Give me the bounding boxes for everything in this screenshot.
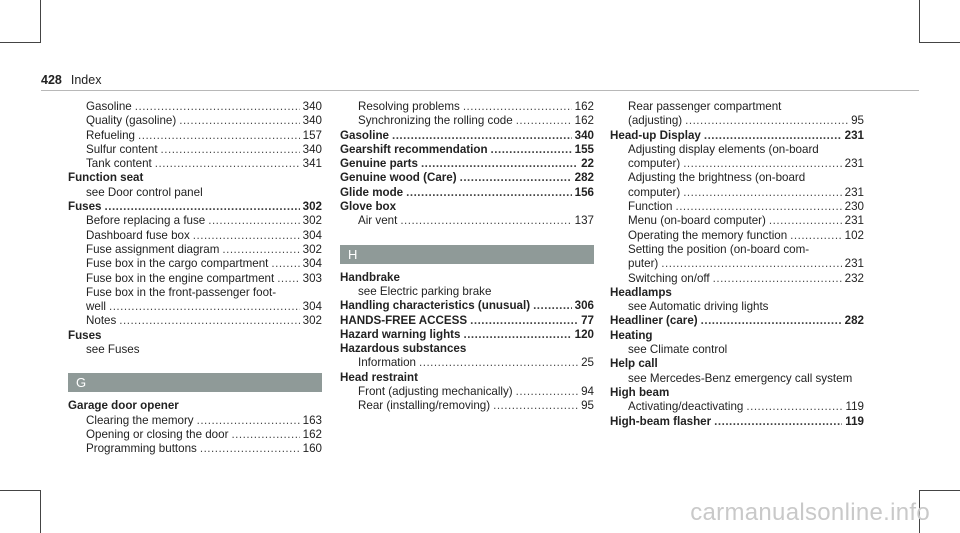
entry-text: see Mercedes-Benz emergency call system bbox=[628, 371, 853, 385]
page-reference: 282 bbox=[574, 171, 594, 185]
entry-text: Operating the memory function bbox=[628, 228, 788, 242]
index-entry bbox=[340, 271, 594, 285]
entry-text: Rear passenger compartment bbox=[628, 100, 782, 113]
page-reference: 157 bbox=[302, 128, 322, 142]
index-subentry bbox=[68, 214, 322, 228]
page-reference: 341 bbox=[302, 157, 322, 171]
leader-dots bbox=[109, 300, 300, 314]
page-reference: 340 bbox=[302, 142, 322, 156]
entry-text: Headlamps bbox=[610, 285, 672, 299]
page-header bbox=[41, 73, 101, 87]
index-entry bbox=[68, 200, 322, 214]
index-subentry bbox=[340, 285, 594, 299]
index-subentry bbox=[340, 399, 594, 413]
index-entry bbox=[68, 171, 322, 185]
leader-dots bbox=[155, 157, 300, 171]
index-subentry bbox=[68, 229, 322, 243]
entry-text: Head restraint bbox=[340, 370, 418, 384]
entry-text: Genuine parts bbox=[340, 157, 418, 171]
index-subentry bbox=[610, 200, 864, 214]
crop-mark bbox=[919, 490, 960, 491]
leader-dots bbox=[400, 214, 571, 228]
entry-text: Genuine wood (Care) bbox=[340, 171, 457, 185]
leader-dots bbox=[197, 414, 300, 428]
section-letter-header: G bbox=[68, 373, 322, 392]
leader-dots bbox=[119, 314, 299, 328]
entry-text: Rear (installing/removing) bbox=[358, 399, 491, 413]
page-reference: 304 bbox=[302, 300, 322, 314]
page-reference: 162 bbox=[302, 427, 322, 441]
leader-dots bbox=[463, 100, 572, 114]
entry-text: Before replacing a fuse bbox=[86, 214, 206, 228]
page-reference: 304 bbox=[302, 257, 322, 271]
page-reference: 304 bbox=[302, 228, 322, 242]
page-reference: 340 bbox=[574, 128, 594, 142]
page-reference: 302 bbox=[302, 314, 322, 328]
leader-dots bbox=[683, 186, 841, 200]
index-subentry bbox=[610, 343, 864, 357]
index-column-3 bbox=[610, 100, 864, 429]
entry-text: Function bbox=[628, 200, 673, 214]
page-reference: 120 bbox=[574, 327, 594, 341]
leader-dots bbox=[161, 143, 300, 157]
page-reference: 94 bbox=[581, 385, 594, 399]
entry-text: see Automatic driving lights bbox=[628, 300, 769, 314]
index-subentry bbox=[68, 286, 322, 300]
leader-dots bbox=[685, 114, 848, 128]
leader-dots bbox=[790, 229, 841, 243]
entry-text: High-beam flasher bbox=[610, 414, 712, 428]
leader-dots bbox=[200, 442, 300, 456]
leader-dots bbox=[493, 399, 578, 413]
leader-dots bbox=[516, 114, 572, 128]
page-reference: 95 bbox=[851, 114, 864, 128]
page-reference: 162 bbox=[574, 100, 594, 113]
entry-text: Quality (gasoline) bbox=[86, 114, 177, 128]
index-subentry bbox=[610, 186, 864, 200]
index-subentry bbox=[68, 343, 322, 357]
leader-dots bbox=[231, 428, 299, 442]
page-reference: 163 bbox=[302, 413, 322, 427]
page-reference: 231 bbox=[844, 157, 864, 171]
page-reference: 22 bbox=[581, 157, 594, 171]
leader-dots bbox=[222, 243, 299, 257]
leader-dots bbox=[701, 314, 842, 328]
leader-dots bbox=[105, 200, 300, 214]
entry-text: Air vent bbox=[358, 214, 398, 228]
page-reference: 160 bbox=[302, 442, 322, 456]
entry-text: Hazardous substances bbox=[340, 342, 467, 356]
leader-dots bbox=[704, 129, 842, 143]
entry-text: Gasoline bbox=[86, 100, 132, 113]
page-reference: 231 bbox=[844, 214, 864, 228]
index-subentry bbox=[610, 272, 864, 286]
entry-text: Activating/deactivating bbox=[628, 400, 744, 414]
leader-dots bbox=[392, 129, 572, 143]
index-column-2 bbox=[340, 100, 594, 414]
index-entry bbox=[340, 314, 594, 328]
entry-text: Resolving problems bbox=[358, 100, 460, 113]
leader-dots bbox=[135, 100, 300, 114]
index-subentry bbox=[68, 428, 322, 442]
entry-text: Glove box bbox=[340, 200, 397, 214]
index-entry bbox=[610, 314, 864, 328]
index-entry bbox=[610, 415, 864, 429]
entry-text: Fuse box in the front-passenger foot- bbox=[86, 285, 277, 299]
page-reference: 156 bbox=[574, 185, 594, 199]
index-entry bbox=[340, 129, 594, 143]
entry-text: Clearing the memory bbox=[86, 413, 194, 427]
entry-text: Hazard warning lights bbox=[340, 327, 461, 341]
index-subentry bbox=[610, 143, 864, 157]
index-entry bbox=[68, 329, 322, 343]
index-subentry bbox=[68, 300, 322, 314]
index-subentry bbox=[340, 214, 594, 228]
entry-text: see Fuses bbox=[86, 343, 140, 357]
page-reference: 102 bbox=[844, 228, 864, 242]
index-subentry bbox=[610, 114, 864, 128]
entry-text: see Door control panel bbox=[86, 185, 203, 199]
page-reference: 302 bbox=[302, 242, 322, 256]
leader-dots bbox=[419, 356, 578, 370]
page-reference: 232 bbox=[844, 271, 864, 285]
index-subentry bbox=[610, 157, 864, 171]
index-entry bbox=[340, 143, 594, 157]
entry-text: Notes bbox=[86, 314, 117, 328]
page-reference: 230 bbox=[844, 200, 864, 214]
crop-mark bbox=[40, 490, 41, 533]
page-reference: 119 bbox=[845, 414, 864, 428]
page-reference: 340 bbox=[302, 100, 322, 113]
entry-text: see Electric parking brake bbox=[358, 284, 492, 298]
leader-dots bbox=[277, 272, 299, 286]
leader-dots bbox=[271, 257, 299, 271]
entry-text: Adjusting display elements (on-board bbox=[628, 142, 819, 156]
page-reference: 231 bbox=[844, 128, 864, 142]
entry-text: Handling characteristics (unusual) bbox=[340, 299, 531, 313]
entry-text: Sulfur content bbox=[86, 142, 158, 156]
index-subentry bbox=[340, 385, 594, 399]
entry-text: Setting the position (on-board com- bbox=[628, 242, 810, 256]
entry-text: Programming buttons bbox=[86, 442, 197, 456]
leader-dots bbox=[470, 314, 578, 328]
entry-text: Headliner (care) bbox=[610, 314, 698, 328]
index-subentry bbox=[68, 414, 322, 428]
entry-text: well bbox=[86, 300, 106, 314]
entry-text: Function seat bbox=[68, 171, 144, 185]
leader-dots bbox=[138, 129, 300, 143]
page-reference: 231 bbox=[844, 185, 864, 199]
entry-text: Opening or closing the door bbox=[86, 427, 229, 441]
page-reference: 340 bbox=[302, 114, 322, 128]
index-subentry bbox=[610, 243, 864, 257]
crop-mark bbox=[919, 42, 960, 43]
entry-text: Menu (on-board computer) bbox=[628, 214, 766, 228]
crop-mark bbox=[0, 42, 41, 43]
index-subentry bbox=[610, 372, 864, 386]
page-reference: 306 bbox=[574, 299, 594, 313]
index-subentry bbox=[68, 157, 322, 171]
entry-text: Adjusting the brightness (on-board bbox=[628, 171, 806, 185]
page-reference: 303 bbox=[302, 271, 322, 285]
index-subentry bbox=[68, 143, 322, 157]
crop-mark bbox=[0, 490, 41, 491]
entry-text: Switching on/off bbox=[628, 271, 710, 285]
leader-dots bbox=[746, 400, 842, 414]
index-subentry bbox=[340, 114, 594, 128]
section-title: Index bbox=[70, 73, 102, 87]
entry-text: Refueling bbox=[86, 128, 135, 142]
index-subentry bbox=[68, 272, 322, 286]
index-subentry bbox=[68, 186, 322, 200]
entry-text: Front (adjusting mechanically) bbox=[358, 385, 513, 399]
entry-text: Fuses bbox=[68, 200, 102, 214]
entry-text: Fuses bbox=[68, 328, 102, 342]
entry-text: Fuse box in the engine compartment bbox=[86, 271, 275, 285]
page-reference: 155 bbox=[574, 142, 594, 156]
leader-dots bbox=[675, 200, 841, 214]
index-entry bbox=[340, 299, 594, 313]
entry-text: Heating bbox=[610, 328, 653, 342]
page-reference: 282 bbox=[844, 314, 864, 328]
index-subentry bbox=[610, 300, 864, 314]
entry-text: Tank content bbox=[86, 157, 152, 171]
header-divider bbox=[41, 90, 919, 91]
page-number: 428 bbox=[41, 73, 62, 87]
index-subentry bbox=[68, 100, 322, 114]
index-subentry bbox=[610, 400, 864, 414]
page-reference: 302 bbox=[302, 214, 322, 228]
entry-text: Fuse box in the cargo compartment bbox=[86, 257, 269, 271]
leader-dots bbox=[460, 171, 572, 185]
index-subentry bbox=[68, 243, 322, 257]
leader-dots bbox=[769, 214, 842, 228]
index-subentry bbox=[610, 100, 864, 114]
page-reference: 162 bbox=[574, 114, 594, 128]
watermark: carmanualsonline.info bbox=[690, 499, 930, 526]
index-entry bbox=[340, 171, 594, 185]
entry-text: Handbrake bbox=[340, 270, 400, 284]
index-subentry bbox=[68, 129, 322, 143]
index-entry bbox=[340, 342, 594, 356]
page-reference: 119 bbox=[845, 400, 864, 414]
index-entry bbox=[340, 186, 594, 200]
page-reference: 25 bbox=[581, 356, 594, 370]
entry-text: Help call bbox=[610, 357, 658, 371]
page-reference: 77 bbox=[581, 313, 594, 327]
entry-text: (adjusting) bbox=[628, 114, 683, 128]
index-entry bbox=[610, 386, 864, 400]
leader-dots bbox=[463, 328, 571, 342]
leader-dots bbox=[491, 143, 572, 157]
entry-text: Gearshift recommendation bbox=[340, 142, 488, 156]
entry-text: Gasoline bbox=[340, 128, 389, 142]
entry-text: computer) bbox=[628, 157, 681, 171]
index-subentry bbox=[340, 100, 594, 114]
entry-text: Fuse assignment diagram bbox=[86, 242, 220, 256]
index-subentry bbox=[68, 257, 322, 271]
entry-text: HANDS-FREE ACCESS bbox=[340, 313, 468, 327]
index-entry bbox=[340, 371, 594, 385]
entry-text: High beam bbox=[610, 385, 670, 399]
index-subentry bbox=[340, 356, 594, 370]
index-subentry bbox=[610, 257, 864, 271]
leader-dots bbox=[406, 186, 572, 200]
entry-text: see Climate control bbox=[628, 343, 728, 357]
leader-dots bbox=[714, 415, 842, 429]
crop-mark bbox=[919, 0, 920, 43]
index-subentry bbox=[68, 442, 322, 456]
index-entry bbox=[68, 399, 322, 413]
index-entry bbox=[610, 286, 864, 300]
page-reference: 137 bbox=[574, 214, 594, 228]
index-subentry bbox=[68, 314, 322, 328]
index-subentry bbox=[610, 171, 864, 185]
leader-dots bbox=[683, 157, 841, 171]
entry-text: Head-up Display bbox=[610, 128, 701, 142]
page-reference: 95 bbox=[581, 399, 594, 413]
index-subentry bbox=[610, 229, 864, 243]
index-entry bbox=[340, 328, 594, 342]
entry-text: Dashboard fuse box bbox=[86, 228, 190, 242]
index-entry bbox=[340, 200, 594, 214]
leader-dots bbox=[713, 272, 842, 286]
index-entry bbox=[340, 157, 594, 171]
leader-dots bbox=[533, 299, 572, 313]
entry-text: puter) bbox=[628, 257, 659, 271]
index-subentry bbox=[610, 214, 864, 228]
leader-dots bbox=[193, 229, 300, 243]
index-entry bbox=[610, 129, 864, 143]
index-entry bbox=[610, 329, 864, 343]
index-column-1 bbox=[68, 100, 322, 457]
entry-text: Glide mode bbox=[340, 185, 404, 199]
section-letter-header: H bbox=[340, 245, 594, 264]
crop-mark bbox=[40, 0, 41, 43]
entry-text: Garage door opener bbox=[68, 399, 179, 413]
entry-text: Synchronizing the rolling code bbox=[358, 114, 513, 128]
index-subentry bbox=[68, 114, 322, 128]
leader-dots bbox=[661, 257, 841, 271]
page-reference: 302 bbox=[302, 200, 322, 214]
page-reference: 231 bbox=[844, 257, 864, 271]
leader-dots bbox=[516, 385, 578, 399]
leader-dots bbox=[179, 114, 299, 128]
entry-text: Information bbox=[358, 356, 416, 370]
leader-dots bbox=[208, 214, 299, 228]
index-entry bbox=[610, 357, 864, 371]
leader-dots bbox=[421, 157, 578, 171]
entry-text: computer) bbox=[628, 185, 681, 199]
